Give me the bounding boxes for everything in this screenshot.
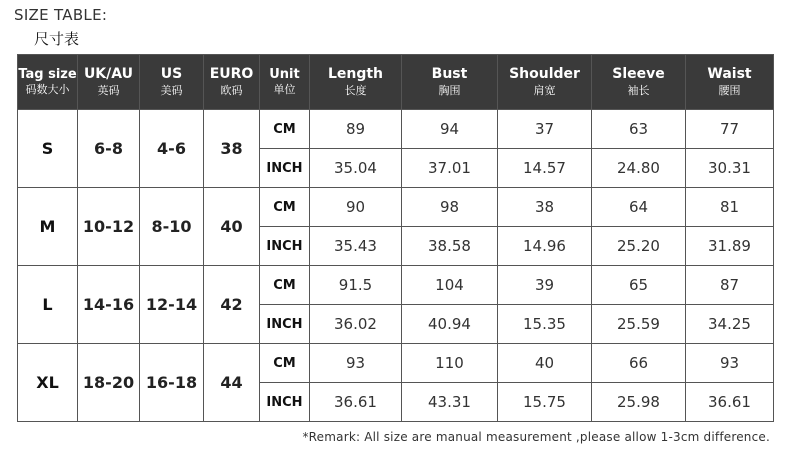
shoulder-cell: 15.75: [498, 383, 592, 422]
tag-size-cell: S: [18, 110, 78, 188]
shoulder-cell: 37: [498, 110, 592, 149]
bust-cell: 43.31: [402, 383, 498, 422]
waist-cell: 30.31: [686, 149, 774, 188]
euro-cell: 40: [204, 188, 260, 266]
header-tag-size: Tag size 码数大小: [18, 55, 78, 110]
header-euro: EURO 欧码: [204, 55, 260, 110]
bust-cell: 94: [402, 110, 498, 149]
header-waist: Waist 腰围: [686, 55, 774, 110]
sleeve-cell: 25.98: [592, 383, 686, 422]
bust-cell: 104: [402, 266, 498, 305]
length-cell: 35.43: [310, 227, 402, 266]
shoulder-cell: 40: [498, 344, 592, 383]
header-row: [18, 55, 774, 110]
waist-cell: 34.25: [686, 305, 774, 344]
euro-cell: 42: [204, 266, 260, 344]
unit-cell: CM: [260, 266, 310, 305]
waist-cell: 81: [686, 188, 774, 227]
tag-size-cell: XL: [18, 344, 78, 422]
table-row: [18, 266, 774, 305]
header-uk-au: UK/AU 英码: [78, 55, 140, 110]
waist-cell: 36.61: [686, 383, 774, 422]
uk-au-cell: 6-8: [78, 110, 140, 188]
sleeve-cell: 64: [592, 188, 686, 227]
unit-cell: CM: [260, 188, 310, 227]
us-cell: 8-10: [140, 188, 204, 266]
shoulder-cell: 39: [498, 266, 592, 305]
header-sleeve: Sleeve 袖长: [592, 55, 686, 110]
header-length: Length 长度: [310, 55, 402, 110]
sleeve-cell: 24.80: [592, 149, 686, 188]
sleeve-cell: 63: [592, 110, 686, 149]
waist-cell: 77: [686, 110, 774, 149]
unit-cell: CM: [260, 110, 310, 149]
table-row: [18, 344, 774, 383]
length-cell: 90: [310, 188, 402, 227]
length-cell: 93: [310, 344, 402, 383]
bust-cell: 98: [402, 188, 498, 227]
us-cell: 4-6: [140, 110, 204, 188]
bust-cell: 110: [402, 344, 498, 383]
us-cell: 12-14: [140, 266, 204, 344]
shoulder-cell: 15.35: [498, 305, 592, 344]
bust-cell: 38.58: [402, 227, 498, 266]
euro-cell: 44: [204, 344, 260, 422]
remark-note: *Remark: All size are manual measurement ,please allow 1-3cm difference.: [302, 430, 770, 444]
shoulder-cell: 14.57: [498, 149, 592, 188]
uk-au-cell: 10-12: [78, 188, 140, 266]
shoulder-cell: 38: [498, 188, 592, 227]
length-cell: 36.61: [310, 383, 402, 422]
length-cell: 89: [310, 110, 402, 149]
length-cell: 35.04: [310, 149, 402, 188]
length-cell: 36.02: [310, 305, 402, 344]
waist-cell: 93: [686, 344, 774, 383]
unit-cell: INCH: [260, 383, 310, 422]
header-shoulder: Shoulder 肩宽: [498, 55, 592, 110]
header-unit: Unit 单位: [260, 55, 310, 110]
sleeve-cell: 25.20: [592, 227, 686, 266]
unit-cell: CM: [260, 344, 310, 383]
size-table: [17, 54, 774, 422]
bust-cell: 37.01: [402, 149, 498, 188]
shoulder-cell: 14.96: [498, 227, 592, 266]
us-cell: 16-18: [140, 344, 204, 422]
unit-cell: INCH: [260, 227, 310, 266]
table-row: [18, 110, 774, 149]
unit-cell: INCH: [260, 149, 310, 188]
tag-size-cell: M: [18, 188, 78, 266]
tag-size-cell: L: [18, 266, 78, 344]
size-table-title-cn: 尺寸表: [34, 30, 80, 48]
header-bust: Bust 胸围: [402, 55, 498, 110]
size-table-title: SIZE TABLE:: [14, 6, 108, 24]
waist-cell: 87: [686, 266, 774, 305]
sleeve-cell: 25.59: [592, 305, 686, 344]
header-us: US 美码: [140, 55, 204, 110]
sleeve-cell: 66: [592, 344, 686, 383]
uk-au-cell: 14-16: [78, 266, 140, 344]
euro-cell: 38: [204, 110, 260, 188]
bust-cell: 40.94: [402, 305, 498, 344]
uk-au-cell: 18-20: [78, 344, 140, 422]
table-row: [18, 188, 774, 227]
length-cell: 91.5: [310, 266, 402, 305]
waist-cell: 31.89: [686, 227, 774, 266]
unit-cell: INCH: [260, 305, 310, 344]
sleeve-cell: 65: [592, 266, 686, 305]
